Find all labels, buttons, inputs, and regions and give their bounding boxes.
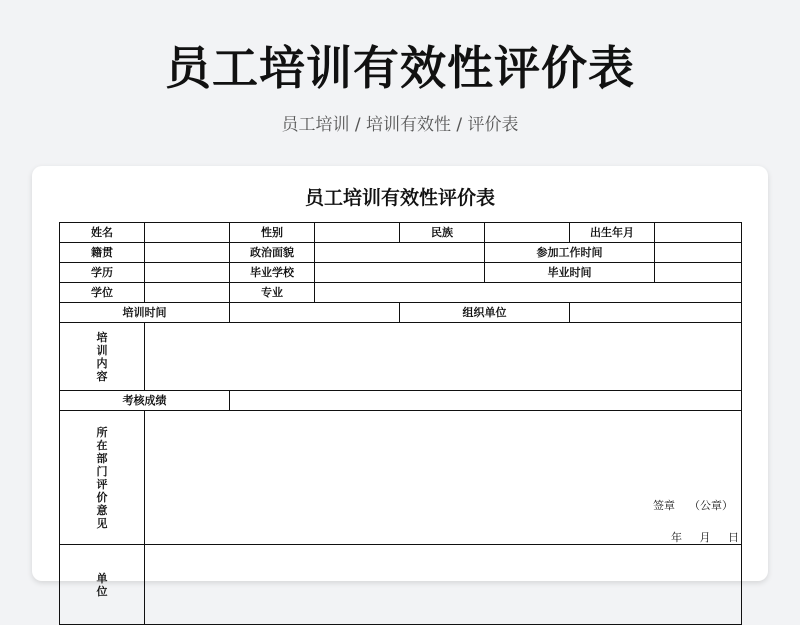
breadcrumb: 员工培训 / 培训有效性 / 评价表 [281,115,519,135]
label-education: 学历 [60,263,145,283]
form-row-assessment [60,391,742,411]
label-training-time: 培训时间 [60,303,230,323]
label-major: 专业 [230,283,315,303]
label-school: 毕业学校 [230,263,315,283]
label-name: 姓名 [60,223,145,243]
field-name[interactable] [145,223,230,243]
page-title: 员工培训有效性评价表 [165,41,635,95]
document-title: 员工培训有效性评价表 [304,187,495,209]
label-work-start: 参加工作时间 [485,243,655,263]
evaluation-form-table [59,222,742,625]
form-row-5 [60,303,742,323]
form-row-training-content [60,323,742,391]
field-training-time[interactable] [230,303,400,323]
label-gender: 性别 [230,223,315,243]
label-degree: 学位 [60,283,145,303]
field-degree[interactable] [145,283,230,303]
field-political-status[interactable] [315,243,485,263]
form-row-1 [60,223,742,243]
form-row-dept-opinion [60,411,742,545]
signature-label: 签章 （公章） [653,499,733,512]
field-dept-opinion[interactable] [145,411,742,545]
field-training-content[interactable] [145,323,742,391]
label-ethnicity: 民族 [400,223,485,243]
label-unit-opinion: 单 位 [60,545,145,625]
label-native-place: 籍贯 [60,243,145,263]
field-graduation-time[interactable] [655,263,742,283]
field-unit-opinion[interactable] [145,545,742,625]
field-native-place[interactable] [145,243,230,263]
form-row-4 [60,283,742,303]
field-school[interactable] [315,263,485,283]
field-organizer[interactable] [570,303,742,323]
field-work-start[interactable] [655,243,742,263]
form-row-unit-opinion [60,545,742,625]
form-row-3 [60,263,742,283]
label-graduation-time: 毕业时间 [485,263,655,283]
document-card [32,166,768,598]
field-major[interactable] [315,283,742,303]
label-birth-date: 出生年月 [570,223,655,243]
label-assessment-score: 考核成绩 [60,391,230,411]
field-education[interactable] [145,263,230,283]
field-ethnicity[interactable] [485,223,570,243]
form-row-2 [60,243,742,263]
label-dept-opinion: 所 在 部 门 评 价 意 见 [60,411,145,545]
label-political-status: 政治面貌 [230,243,315,263]
date-label: 年 月 日 [671,531,739,544]
field-gender[interactable] [315,223,400,243]
field-birth-date[interactable] [655,223,742,243]
label-organizer: 组织单位 [400,303,570,323]
field-assessment-score[interactable] [230,391,742,411]
label-training-content: 培 训 内 容 [60,323,145,391]
